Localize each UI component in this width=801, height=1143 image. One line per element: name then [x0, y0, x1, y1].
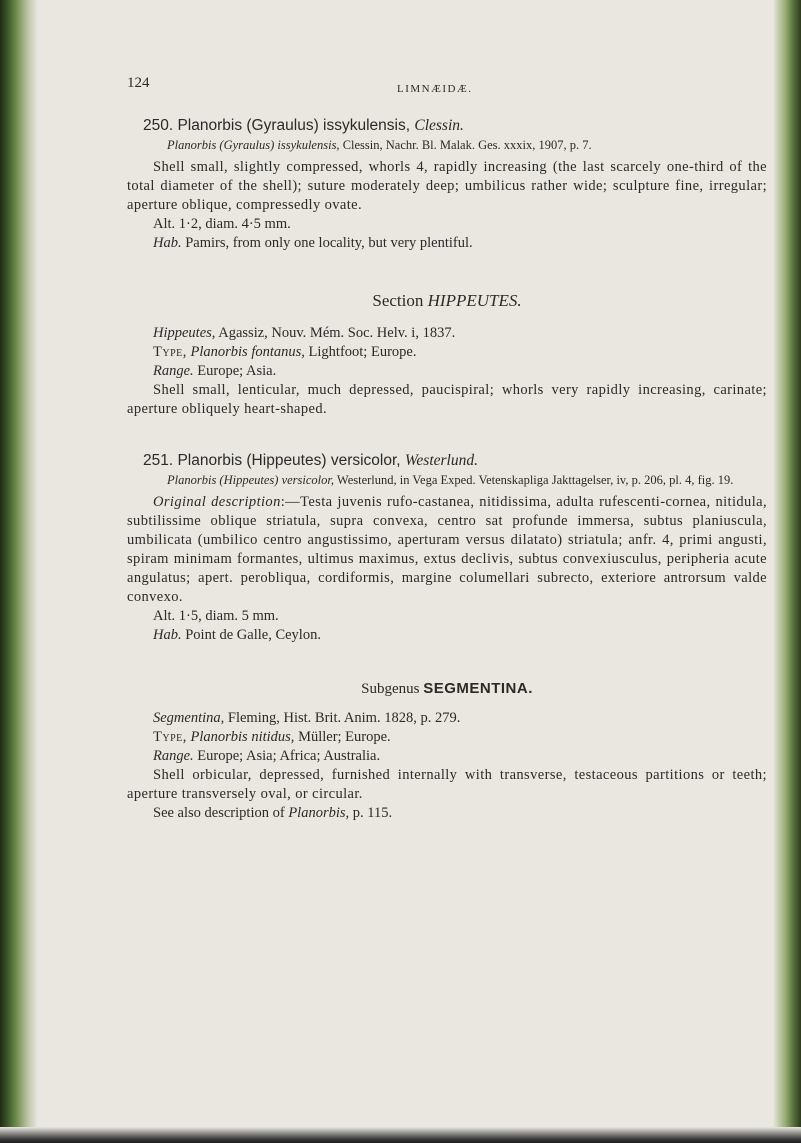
subgenus-type-name: Planorbis nitidus,	[190, 729, 295, 745]
section-type-label: Type,	[153, 344, 187, 360]
subgenus-see-also	[127, 804, 767, 823]
see-also-page: p. 115.	[352, 805, 393, 821]
entry-251-title	[143, 451, 767, 470]
scan-edge-left	[0, 0, 38, 1143]
subgenus-range-text: Europe; Asia; Africa; Australia.	[197, 748, 381, 764]
section-reference	[127, 324, 767, 343]
scan-edge-bottom	[0, 1127, 801, 1143]
entry-251-orig-label: Original description	[153, 494, 281, 510]
subgenus-reference	[127, 709, 767, 728]
entry-250-title-author: Clessin.	[414, 117, 464, 134]
section-label: Section	[372, 291, 424, 310]
section-type	[127, 343, 767, 362]
entry-251-title-author: Westerlund.	[404, 452, 478, 469]
entry-250-ref-name: Planorbis (Gyraulus) issykulensis,	[167, 138, 340, 152]
entry-251-hab-label: Hab.	[153, 627, 182, 643]
section-description: Shell small, lenticular, much depressed, paucispiral; whorls very rapidly increasing, carinate; aperture obliquely heart-shaped.	[127, 382, 767, 417]
section-ref-rest: Agassiz, Nouv. Mém. Soc. Helv. i, 1837.	[218, 325, 456, 341]
subgenus-type-rest: Müller; Europe.	[298, 729, 391, 745]
see-also-text: See also description of	[153, 805, 285, 821]
entry-250-hab-text: Pamirs, from only one locality, but very plentiful.	[185, 235, 473, 251]
entry-250-description: Shell small, slightly compressed, whorls 4, rapidly increasing (the last scarcely one-third of the total diameter of the shell); suture moderately deep; umbilicus rather wide; sculpture fine, irregular; aperture oblique, compressedly ovate.	[127, 159, 767, 213]
subgenus-description: Shell orbicular, depressed, furnished internally with transverse, testaceous partitions or teeth; aperture transversely oval, or circular.	[127, 767, 767, 802]
entry-250-ref-rest: Clessin, Nachr. Bl. Malak. Ges. xxxix, 1907, p. 7.	[342, 138, 592, 152]
subgenus-ref-rest: Fleming, Hist. Brit. Anim. 1828, p. 279.	[227, 710, 461, 726]
entry-251-ref-rest: Westerlund, in Vega Exped. Vetenskapliga Jakttagelser, iv, p. 206, pl. 4, fig. 19.	[336, 473, 734, 487]
entry-251-alt: Alt. 1·5, diam. 5 mm.	[153, 608, 279, 624]
section-type-rest: Lightfoot; Europe.	[308, 344, 417, 360]
subgenus-range-label: Range.	[153, 748, 194, 764]
section-range	[127, 362, 767, 381]
entry-251-title-main: 251. Planorbis (Hippeutes) versicolor,	[143, 452, 401, 469]
entry-250-title-main: 250. Planorbis (Gyraulus) issykulensis,	[143, 117, 411, 134]
entry-251-original-description	[127, 493, 767, 607]
scan-edge-right	[773, 0, 801, 1143]
subgenus-name: SEGMENTINA.	[423, 680, 533, 697]
section-heading	[127, 291, 767, 310]
running-title: LIMNÆIDÆ.	[397, 83, 473, 95]
subgenus-range	[127, 747, 767, 766]
subgenus-type	[127, 728, 767, 747]
section-type-name: Planorbis fontanus,	[190, 344, 305, 360]
see-also-name: Planorbis,	[288, 805, 350, 821]
subgenus-type-label: Type,	[153, 729, 187, 745]
entry-251-ref-name: Planorbis (Hippeutes) versicolor,	[167, 473, 334, 487]
section-range-text: Europe; Asia.	[197, 363, 277, 379]
book-page	[127, 72, 767, 823]
entry-251-habitat	[127, 626, 767, 645]
entry-250-reference	[127, 137, 767, 154]
entry-251-hab-text: Point de Galle, Ceylon.	[185, 627, 321, 643]
entry-251-orig-text: :—Testa juvenis rufo-castanea, nitidissima, adulta rufescenti-cornea, nitidula, subtilissime oblique striatula, supra convexa, centro sat profunde immersa, subtus planiuscula, umbilicata (umbilico centro angustissimo, aperturam versus dilatato) striatula; anfr. 4, primi angusti, spiram minimam formantes, ultimus maximus, extus declivis, subtus convexiusculus, peripheria acute angulatus; apert. perobliqua, cordiformis, margine columellari subrecto, exteriore antrorsum valde convexo.	[127, 494, 767, 605]
entry-250-habitat	[127, 234, 767, 253]
subgenus-heading	[127, 679, 767, 699]
entry-250-title	[143, 116, 767, 135]
spacer	[127, 419, 767, 441]
subgenus-label: Subgenus	[361, 681, 420, 697]
section-ref-name: Hippeutes,	[153, 325, 216, 341]
entry-251	[127, 451, 767, 645]
entry-251-reference	[127, 472, 767, 489]
section-range-label: Range.	[153, 363, 194, 379]
page-number: 124	[127, 75, 150, 91]
running-head	[127, 72, 767, 106]
entry-250-hab-label: Hab.	[153, 235, 182, 251]
section-name: HIPPEUTES.	[427, 291, 522, 310]
subgenus-ref-name: Segmentina,	[153, 710, 225, 726]
entry-250	[127, 116, 767, 253]
entry-250-alt: Alt. 1·2, diam. 4·5 mm.	[153, 216, 291, 232]
